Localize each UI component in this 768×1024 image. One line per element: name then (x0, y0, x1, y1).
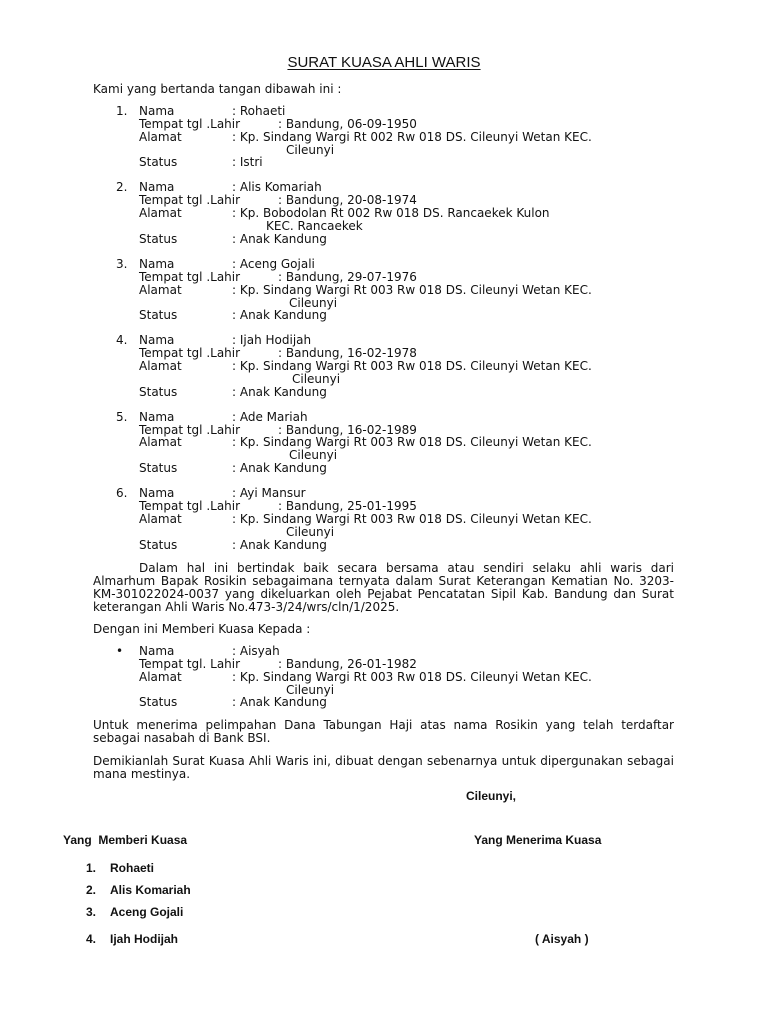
receiver-status: : Anak Kandung (232, 695, 327, 709)
kuasa-intro: Dengan ini Memberi Kuasa Kepada : (93, 622, 311, 636)
heir-name: : Aceng Gojali (232, 257, 315, 271)
heir-entry (116, 411, 676, 481)
heir-status: : Anak Kandung (232, 461, 327, 475)
heir-birth: : Bandung, 29-07-1976 (278, 270, 417, 284)
heir-entry (116, 181, 676, 251)
heir-number: 2. (116, 180, 128, 194)
label-nama: Nama (139, 180, 175, 194)
purpose-paragraph: Untuk menerima pelimpahan Dana Tabungan Haji atas nama Rosikin yang telah terdaftar sebagai nasabah di Bank BSI. (93, 718, 674, 745)
heir-address-cont: Cileunyi (289, 296, 338, 310)
receiver-address-cont: Cileunyi (286, 683, 335, 697)
label-status: Status (139, 461, 178, 475)
signer-number: 3. (86, 905, 97, 919)
heir-status: : Anak Kandung (232, 538, 327, 552)
heir-number: 4. (116, 333, 128, 347)
label-alamat: Alamat (139, 512, 182, 526)
signer-name: Rohaeti (110, 861, 155, 875)
receiver-signature: ( Aisyah ) (535, 932, 589, 946)
label-ttl: Tempat tgl .Lahir (139, 499, 241, 513)
heir-name: : Ijah Hodijah (232, 333, 312, 347)
receiver-address: : Kp. Sindang Wargi Rt 003 Rw 018 DS. Cileunyi Wetan KEC. (232, 670, 592, 684)
heir-address: : Kp. Sindang Wargi Rt 003 Rw 018 DS. Cileunyi Wetan KEC. (232, 512, 592, 526)
heir-address: : Kp. Sindang Wargi Rt 003 Rw 018 DS. Cileunyi Wetan KEC. (232, 283, 592, 297)
heir-birth: : Bandung, 16-02-1978 (278, 346, 417, 360)
heir-entry (116, 105, 676, 175)
heir-name: : Ayi Mansur (232, 486, 306, 500)
heir-name: : Rohaeti (232, 104, 286, 118)
heir-address: : Kp. Sindang Wargi Rt 003 Rw 018 DS. Cileunyi Wetan KEC. (232, 359, 592, 373)
signer-name: Ijah Hodijah (110, 932, 179, 946)
heir-address: : Kp. Bobodolan Rt 002 Rw 018 DS. Rancaekek Kulon (232, 206, 550, 220)
heir-status: : Istri (232, 155, 263, 169)
signing-place: Cileunyi, (466, 789, 517, 803)
signer-item (86, 906, 183, 919)
signer-number: 2. (86, 883, 97, 897)
intro-text: Kami yang bertanda tangan dibawah ini : (93, 82, 342, 96)
label-alamat: Alamat (139, 283, 182, 297)
receiver-name: : Aisyah (232, 644, 280, 658)
heir-number: 6. (116, 486, 128, 500)
label-ttl: Tempat tgl .Lahir (139, 346, 241, 360)
label-nama: Nama (139, 486, 175, 500)
label-ttl: Tempat tgl. Lahir (139, 657, 241, 671)
bullet-icon: • (116, 644, 124, 658)
signer-name: Aceng Gojali (110, 905, 184, 919)
label-alamat: Alamat (139, 435, 182, 449)
heir-address-cont: Cileunyi (286, 525, 335, 539)
heir-number: 5. (116, 410, 128, 424)
heir-birth: : Bandung, 16-02-1989 (278, 423, 417, 437)
signer-item (86, 933, 178, 946)
document-title: SURAT KUASA AHLI WARIS (287, 54, 481, 71)
receiver-birth: : Bandung, 26-01-1982 (278, 657, 417, 671)
heir-address-cont: Cileunyi (289, 448, 338, 462)
heir-entry (116, 334, 676, 404)
heir-birth: : Bandung, 06-09-1950 (278, 117, 417, 131)
label-nama: Nama (139, 410, 175, 424)
label-nama: Nama (139, 104, 175, 118)
giver-heading: Yang Memberi Kuasa (63, 833, 188, 847)
label-nama: Nama (139, 333, 175, 347)
receiver-heading: Yang Menerima Kuasa (474, 833, 602, 847)
label-nama: Nama (139, 644, 175, 658)
signer-name: Alis Komariah (110, 883, 191, 897)
label-ttl: Tempat tgl .Lahir (139, 270, 241, 284)
label-ttl: Tempat tgl .Lahir (139, 193, 241, 207)
label-status: Status (139, 695, 178, 709)
heir-birth: : Bandung, 25-01-1995 (278, 499, 417, 513)
signer-number: 1. (86, 861, 97, 875)
heir-number: 3. (116, 257, 128, 271)
label-alamat: Alamat (139, 670, 182, 684)
label-status: Status (139, 308, 178, 322)
heir-status: : Anak Kandung (232, 308, 327, 322)
label-status: Status (139, 385, 178, 399)
label-alamat: Alamat (139, 359, 182, 373)
label-alamat: Alamat (139, 130, 182, 144)
signer-item (86, 884, 191, 897)
label-status: Status (139, 155, 178, 169)
label-status: Status (139, 538, 178, 552)
label-status: Status (139, 232, 178, 246)
heir-address-cont: Cileunyi (292, 372, 341, 386)
signer-item (86, 862, 154, 875)
closing-paragraph: Demikianlah Surat Kuasa Ahli Waris ini, dibuat dengan sebenarnya untuk dipergunakan sebagai mana mestinya. (93, 754, 674, 781)
heir-address: : Kp. Sindang Wargi Rt 003 Rw 018 DS. Cileunyi Wetan KEC. (232, 435, 592, 449)
receiver-entry (116, 645, 676, 715)
statement-paragraph: Dalam hal ini bertindak baik secara bersama atau sendiri selaku ahli waris dari Almarhum Bapak Rosikin sebagaimana ternyata dalam Surat Keterangan Kematian No. 3203-KM-301022024-0037 yang dikeluarkan oleh Pejabat Pencatatan Sipil Kab. Bandung dan Surat keterangan Ahli Waris No.473-3/24/wrs/cln/1/2025. (93, 561, 674, 614)
heir-name: : Alis Komariah (232, 180, 322, 194)
heir-address: : Kp. Sindang Wargi Rt 002 Rw 018 DS. Cileunyi Wetan KEC. (232, 130, 592, 144)
heir-address-cont: KEC. Rancaekek (266, 219, 363, 233)
label-nama: Nama (139, 257, 175, 271)
heir-name: : Ade Mariah (232, 410, 308, 424)
label-ttl: Tempat tgl .Lahir (139, 117, 241, 131)
label-alamat: Alamat (139, 206, 182, 220)
signer-number: 4. (86, 932, 97, 946)
heir-number: 1. (116, 104, 128, 118)
heir-status: : Anak Kandung (232, 385, 327, 399)
label-ttl: Tempat tgl .Lahir (139, 423, 241, 437)
heir-entry (116, 258, 676, 328)
heir-address-cont: Cileunyi (286, 143, 335, 157)
heir-birth: : Bandung, 20-08-1974 (278, 193, 417, 207)
heir-entry (116, 487, 676, 557)
heir-status: : Anak Kandung (232, 232, 327, 246)
